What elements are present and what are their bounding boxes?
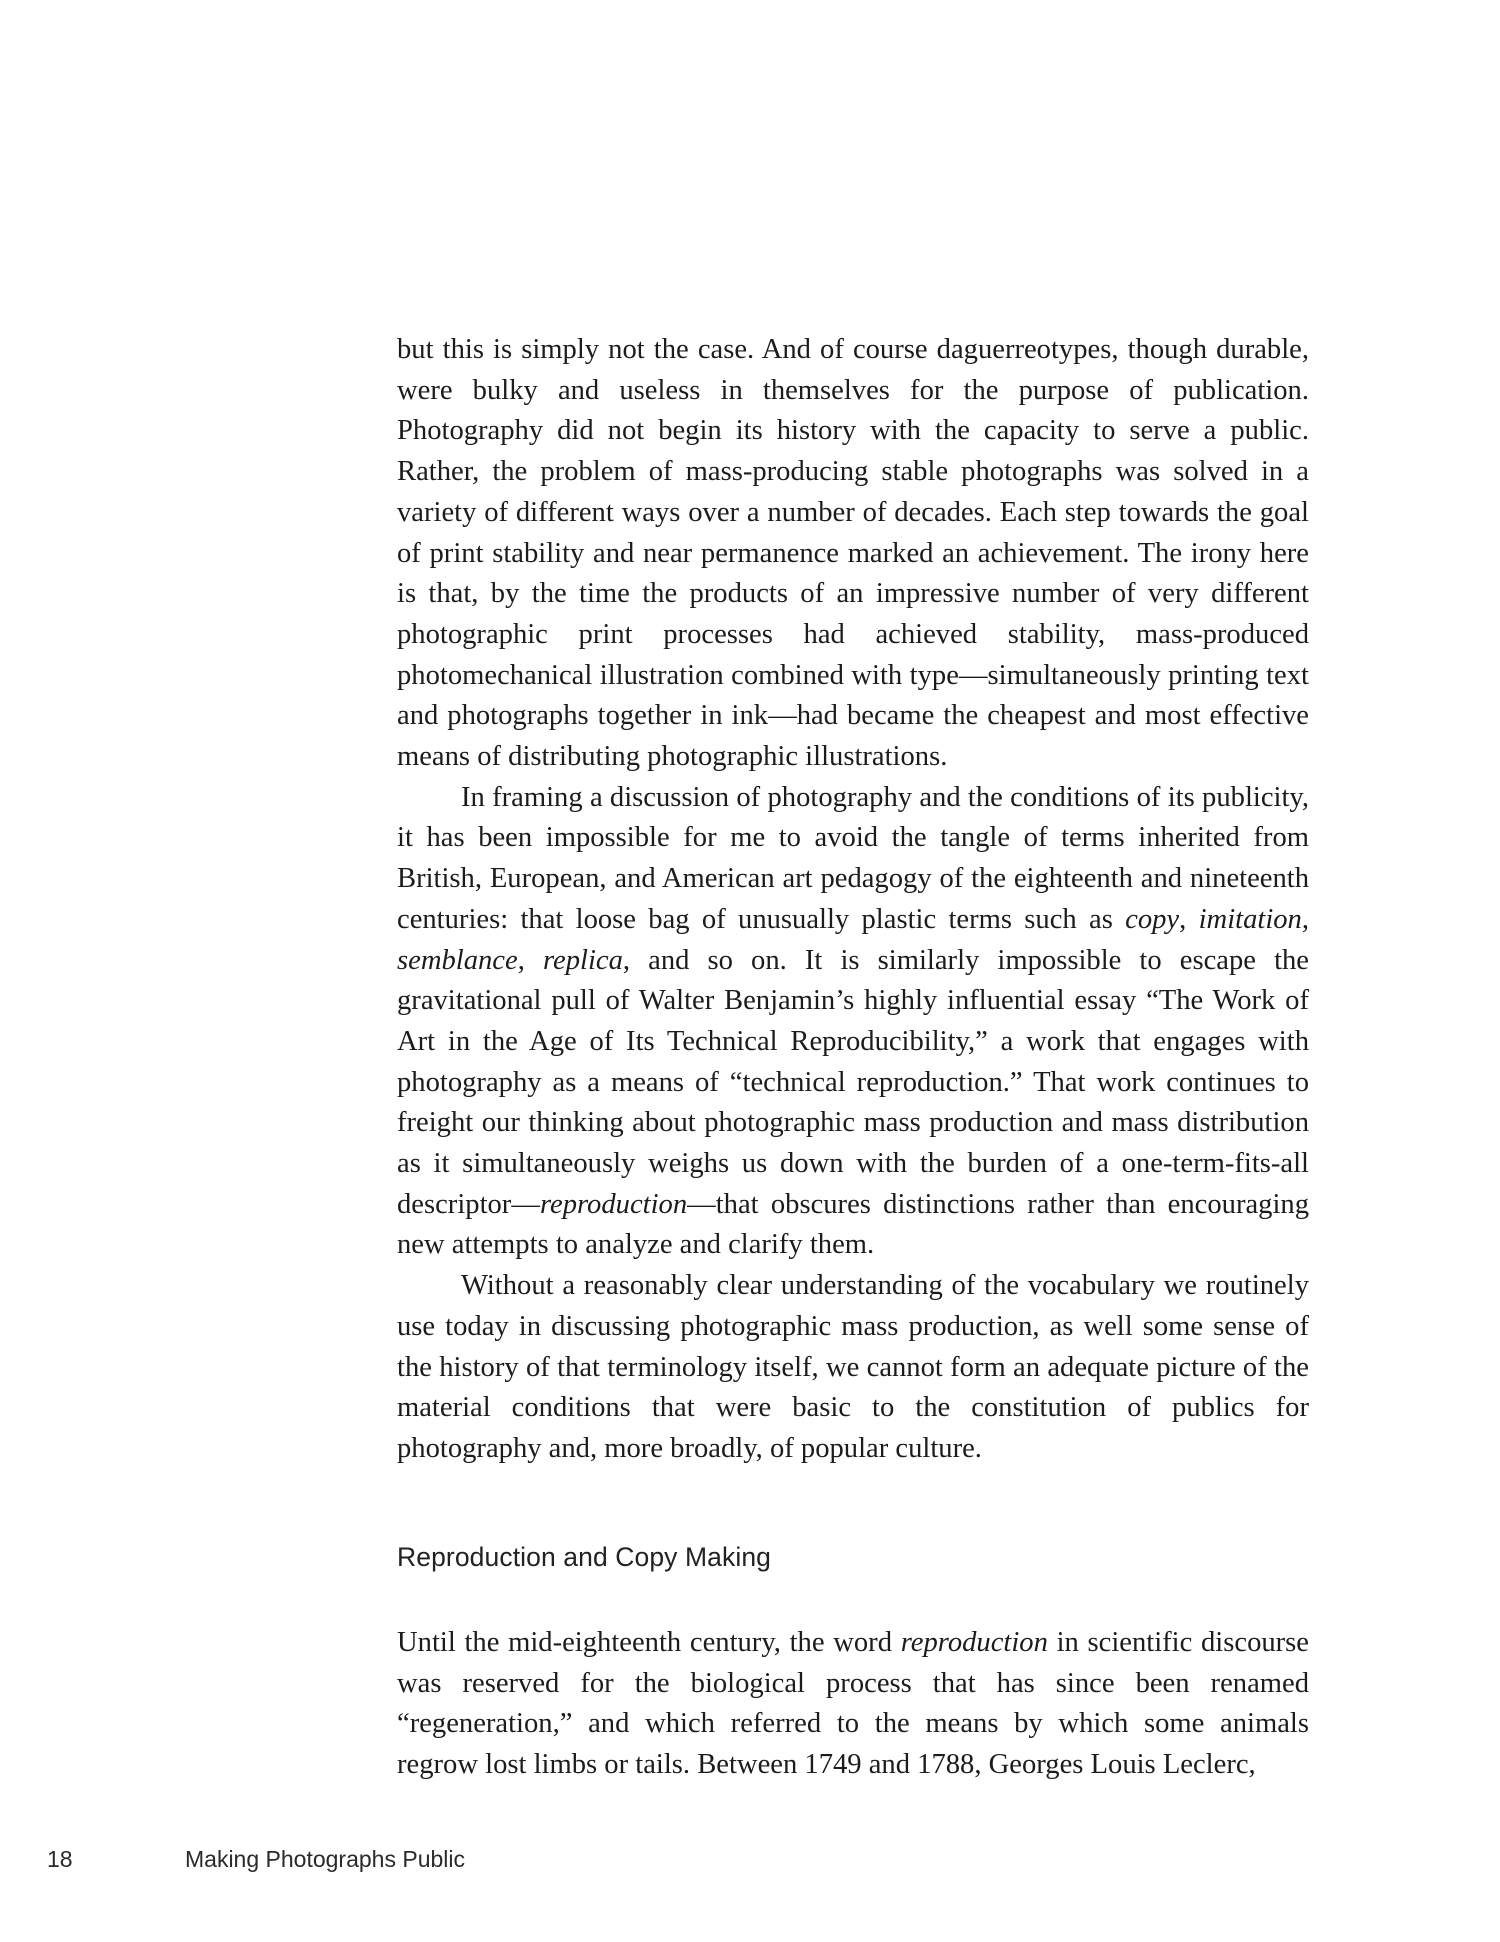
paragraph [397,778,1309,1266]
text-run: Without a reasonably clear understanding of the vocabulary we routinely use today in discussing photographic mass production, as well some sense of the history of that terminology itself, we cannot form an adequate picture of the material conditions that were basic to the constitution of publics for photography and, more broadly, of popular culture. [397,1270,1309,1464]
italic-term: imitation [1198,903,1302,935]
text-run: Until the mid-eighteenth century, the word [397,1627,901,1658]
page-number: 18 [47,1846,73,1872]
body-text-top [397,330,1309,1470]
paragraph [397,1266,1309,1470]
italic-term: semblance [397,944,518,976]
paragraph [397,330,1309,778]
section-heading: Reproduction and Copy Making [397,1542,772,1572]
running-title: Making Photographs Public [185,1846,465,1872]
body-text-section [397,1623,1309,1786]
italic-term: reproduction [539,1188,688,1220]
text-run: In framing a discussion of photography and the conditions of its publicity, it has been impossible for me to avoid the tangle of terms inherited from British, European, and American art pedagogy of the eighteenth and nineteenth centuries: that loose bag of unusually plastic terms such as [397,781,1309,935]
text-run: —that obscures distinctions rather than encouraging new attempts to analyze and clarify them. [397,1188,1309,1261]
italic-term: replica [542,944,623,976]
text-run: in scientific discourse was reserved for the biological process that has since been renamed “regeneration,” and which referred to the means by which some animals regrow lost limbs or tails. Between 1749 and 1788, Georges Louis Leclerc, [397,1627,1309,1781]
paragraph [397,1623,1309,1786]
text-run: , [517,944,543,976]
text-run: but this is simply not the case. And of course daguerreotypes, though durable, were bulky and useless in themselves for the purpose of publication. Photography did not begin its history with the capacity to serve a public. Rather, the problem of mass-producing stable photographs was solved in a variety of different ways over a number of decades. Each step towards the goal of print stability and near permanence marked an achievement. The irony here is that, by the time the products of an impressive number of very different photographic print processes had achieved stability, mass-produced photomechanical illustration combined with type—simultaneously printing text and photographs together in ink—had became the cheapest and most effective means of distributing photographic illustrations. [397,334,1309,773]
text-run: , [1179,903,1199,935]
italic-term: copy [1125,903,1180,935]
text-run: , and so on. It is similarly impossible to escape the gravitational pull of Walter Benjamin’s highly influential essay “The Work of Art in the Age of Its Technical Reproducibility,” a work that engages with photography as a means of “technical reproduction.” That work continues to freight our thinking about photographic mass production and mass distribution as it simultaneously weighs us down with the burden of a one-term-fits-all descriptor— [397,944,1310,1220]
italic-term: reproduction [900,1627,1048,1658]
text-run: , [1301,903,1310,935]
